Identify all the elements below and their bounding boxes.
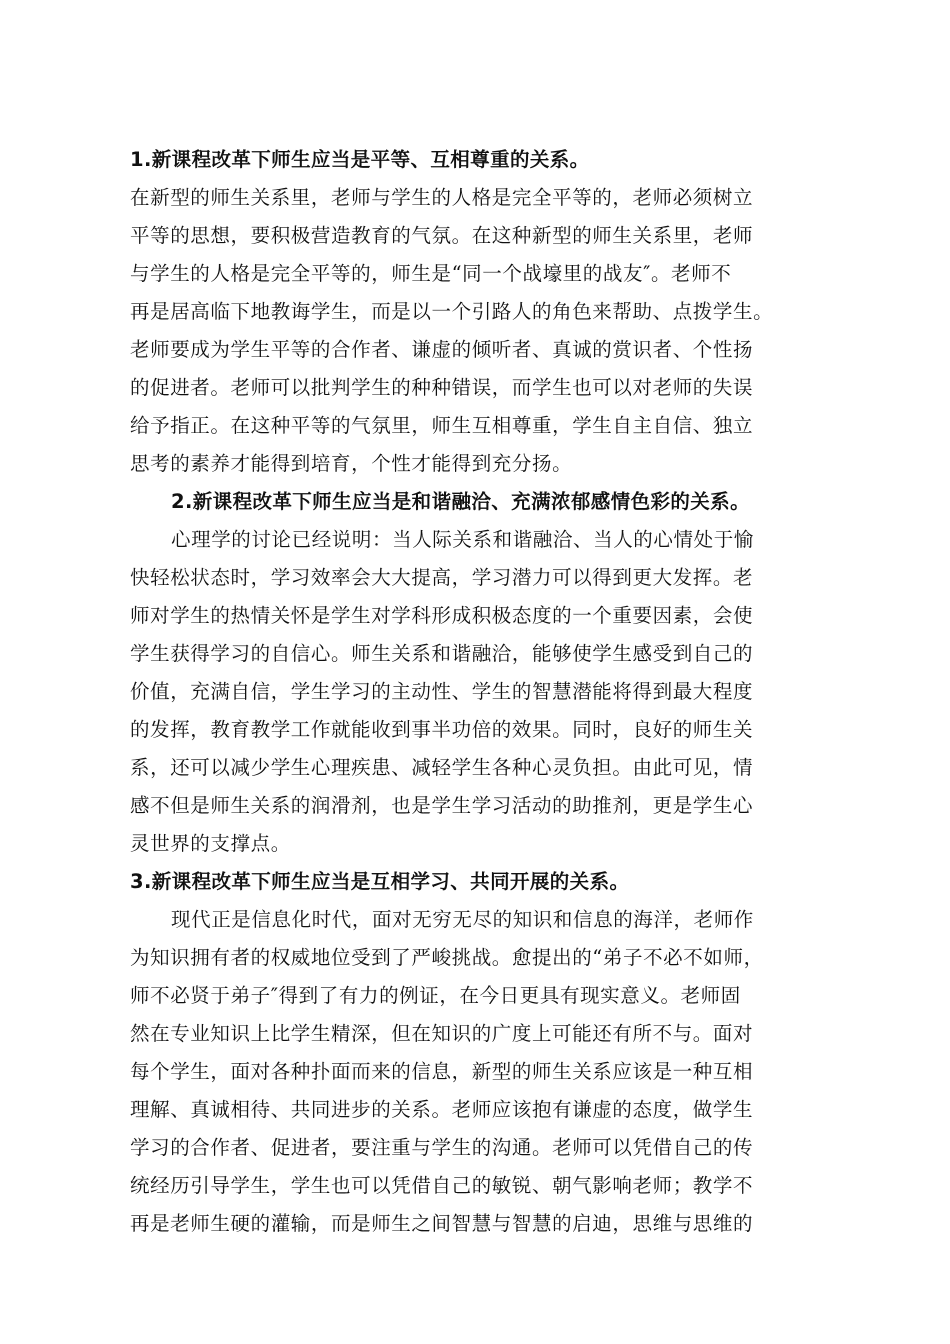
paragraph-line: 师对学生的热情关怀是学生对学科形成积极态度的一个重要因素，会使 [130, 604, 754, 627]
paragraph-line: 心理学的讨论已经说明：当人际关系和谐融洽、当人的心情处于愉 [171, 528, 754, 551]
paragraph-line: 平等的思想，要积极营造教育的气氛。在这种新型的师生关系里，老师 [130, 224, 754, 247]
paragraph-line: 的促进者。老师可以批判学生的种种错误，而学生也可以对老师的失误 [130, 376, 754, 399]
paragraph-line: 的发挥，教育教学工作就能收到事半功倍的效果。同时，良好的师生关 [130, 718, 754, 741]
paragraph-line: 然在专业知识上比学生精深，但在知识的广度上可能还有所不与。面对 [130, 1022, 754, 1045]
paragraph-line: 每个学生，面对各种扑面而来的信息，新型的师生关系应该是一种互相 [130, 1060, 754, 1083]
paragraph-line: 老师要成为学生平等的合作者、谦虚的倾听者、真诚的赏识者、个性扬 [130, 338, 754, 361]
paragraph-line: 思考的素养才能得到培育，个性才能得到充分扬。 [130, 452, 573, 475]
paragraph-line: 学生获得学习的自信心。师生关系和谐融洽，能够使学生感受到自己的 [130, 642, 754, 665]
paragraph-line: 给予指正。在这种平等的气氛里，师生互相尊重，学生自主自信、独立 [130, 414, 754, 437]
paragraph-line: 价值，充满自信，学生学习的主动性、学生的智慧潜能将得到最大程度 [130, 680, 754, 703]
paragraph-line: 与学生的人格是完全平等的，师生是“同一个战壕里的战友″。老师不 [130, 262, 732, 285]
section-heading-3: 3.新课程改革下师生应当是互相学习、共同开展的关系。 [130, 870, 630, 893]
section-heading-2: 2.新课程改革下师生应当是和谐融洽、充满浓郁感情色彩的关系。 [171, 490, 750, 513]
paragraph-line: 在新型的师生关系里，老师与学生的人格是完全平等的，老师必须树立 [130, 186, 754, 209]
paragraph-line: 统经历引导学生，学生也可以凭借自己的敏锐、朝气影响老师；教学不 [130, 1174, 754, 1197]
paragraph-line: 系，还可以减少学生心理疾患、减轻学生各种心灵负担。由此可见，情 [130, 756, 754, 779]
paragraph-line: 再是老师生硬的灌输，而是师生之间智慧与智慧的启迪，思维与思维的 [130, 1212, 754, 1235]
paragraph-line: 感不但是师生关系的润滑剂，也是学生学习活动的助推剂，更是学生心 [130, 794, 754, 817]
paragraph-line: 灵世界的支撑点。 [130, 832, 291, 855]
paragraph-line: 再是居高临下地教诲学生，而是以一个引路人的角色来帮助、点拨学生。 [130, 300, 774, 323]
paragraph-line: 为知识拥有者的权威地位受到了严峻挑战。愈提出的“弟子不必不如师， [130, 946, 764, 969]
paragraph-line: 快轻松状态时，学习效率会大大提高，学习潜力可以得到更大发挥。老 [130, 566, 754, 589]
paragraph-line: 师不必贤于弟子″得到了有力的例证，在今日更具有现实意义。老师固 [130, 984, 741, 1007]
paragraph-line: 学习的合作者、促进者，要注重与学生的沟通。老师可以凭借自己的传 [130, 1136, 754, 1159]
paragraph-line: 现代正是信息化时代，面对无穷无尽的知识和信息的海洋，老师作 [171, 908, 754, 931]
paragraph-line: 理解、真诚相待、共同进步的关系。老师应该抱有谦虚的态度，做学生 [130, 1098, 754, 1121]
section-heading-1: 1.新课程改革下师生应当是平等、互相尊重的关系。 [130, 148, 590, 171]
